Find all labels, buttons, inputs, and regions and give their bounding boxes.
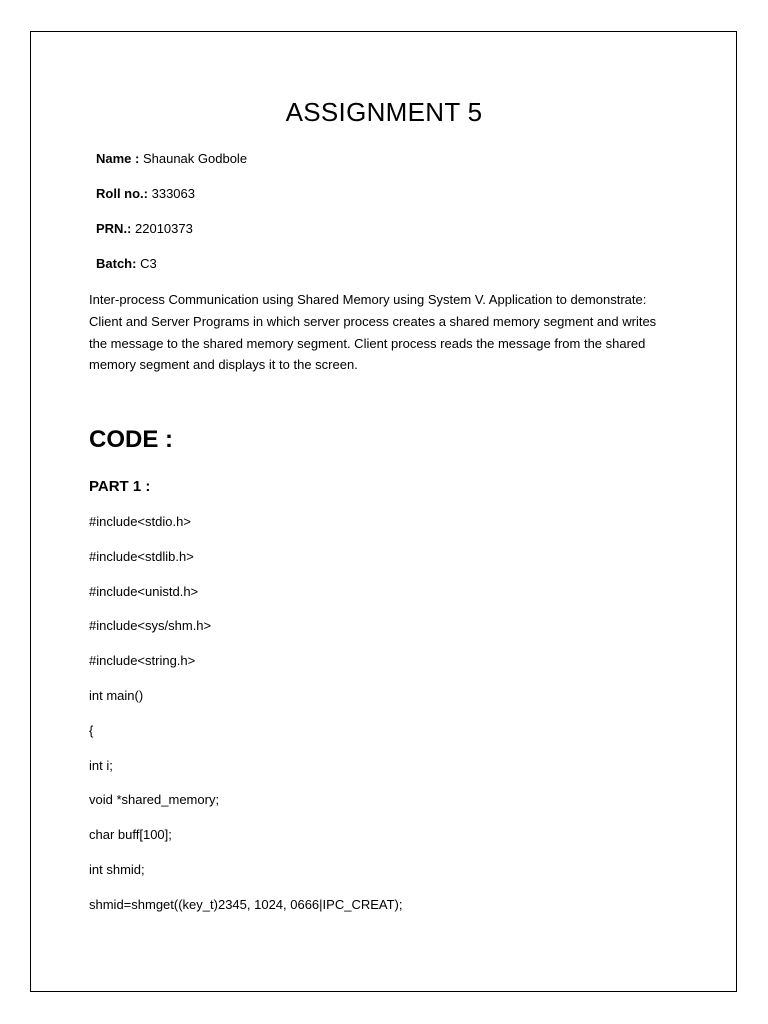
field-batch: [96, 255, 157, 273]
field-roll-no: [96, 185, 195, 203]
field-roll-no-value: 333063: [148, 186, 195, 201]
field-name-value: Shaunak Godbole: [139, 151, 248, 166]
code-line: int main(): [89, 687, 144, 703]
field-name-label: Name :: [96, 151, 140, 166]
code-line: shmid=shmget((key_t)2345, 1024, 0666|IPC_CREAT);: [89, 896, 403, 912]
code-line: #include<stdio.h>: [89, 514, 191, 529]
field-batch-value: C3: [136, 256, 157, 271]
code-line: int shmid;: [89, 861, 145, 877]
field-name: [96, 150, 247, 168]
code-line: #include<unistd.h>: [89, 583, 199, 599]
code-line: #include<stdlib.h>: [89, 548, 194, 564]
code-heading: CODE :: [89, 426, 173, 453]
document-title: ASSIGNMENT 5: [285, 97, 483, 127]
code-line: char buff[100];: [89, 827, 172, 843]
description-paragraph: Inter-process Communication using Shared Memory using System V. Application to demonstrate: Client and Server Programs in which server process creates a shared memory segment and writes the message to the shared memory segment. Client process reads the message from the shared memory segment and displays it to the screen.: [89, 292, 657, 373]
part-heading: PART 1 :: [89, 478, 151, 495]
code-block: [89, 512, 402, 930]
code-line: #include<sys/shm.h>: [89, 618, 212, 634]
field-prn-label: PRN.:: [96, 221, 132, 236]
code-line: int i;: [89, 757, 113, 773]
code-line: #include<string.h>: [89, 653, 196, 669]
field-prn-value: 22010373: [131, 221, 193, 236]
code-line: {: [89, 722, 94, 738]
field-batch-label: Batch:: [96, 256, 137, 271]
field-roll-no-label: Roll no.:: [96, 186, 148, 201]
field-prn: [96, 220, 193, 238]
code-line: void *shared_memory;: [89, 792, 220, 808]
